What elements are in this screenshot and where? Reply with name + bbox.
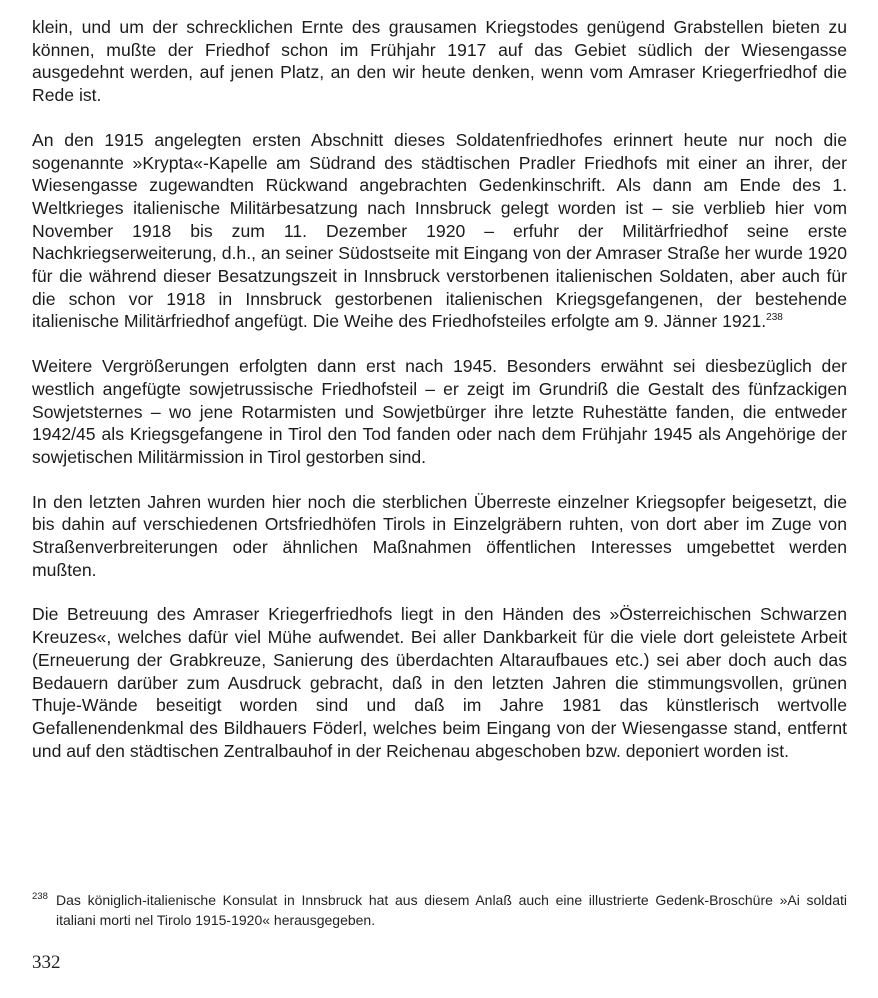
paragraph-5: Die Betreuung des Amraser Kriegerfriedhofs liegt in den Händen des »Österreichischen Schwarzen Kreuzes«, welches dafür viel Mühe aufwendet. Bei aller Dankbarkeit für die viele dort geleistete Arbeit (Erneuerung der Grabkreuze, Sanierung des überdachten Altaraufbaues etc.) sei aber doch auch das Bedauern darüber zum Ausdruck gebracht, daß in den letzten Jahren die stimmungsvollen, grünen Thuje-Wände beseitigt worden sind und daß im Jahre 1981 das künstlerisch wertvolle Gefallenendenkmal des Bildhauers Föderl, welches beim Eingang von der Wiesengasse stand, entfernt und auf den städtischen Zentralbauhof in der Reichenau abgeschoben bzw. deponiert worden ist. — [32, 604, 847, 761]
paragraph-1: klein, und um der schrecklichen Ernte des grausamen Kriegstodes genügend Grabstellen bieten zu können, mußte der Friedhof schon im Frühjahr 1917 auf das Gebiet südlich der Wiesengasse ausgedehnt werden, auf jenen Platz, an den wir heute denken, wenn vom Amraser Kriegerfriedhof die Rede ist. — [32, 17, 847, 106]
paragraph-3: Weitere Vergrößerungen erfolgten dann erst nach 1945. Besonders erwähnt sei diesbezüglich der westlich angefügte sowjetrussische Friedhofsteil – er zeigt im Grundriß die Gestalt des fünfzackigen Sowjetsternes – wo jene Rotarmisten und Sowjetbürger ihre letzte Ruhestätte fanden, die entweder 1942/45 als Kriegsgefangene in Tirol den Tod fanden oder nach dem Frühjahr 1945 als Angehörige der sowjetischen Militärmission in Tirol gestorben sind. — [32, 356, 847, 467]
paragraph-2-text: An den 1915 angelegten ersten Abschnitt dieses Soldatenfriedhofes erinnert heute nur noch die sogenannte »Krypta«-Kapelle am Südrand des städtischen Pradler Friedhofs mit einer an ihrer, der Wiesengasse zugewandten Rückwand angebrachten Gedenkinschrift. Als dann am Ende des 1. Weltkrieges italienische Militärbesatzung nach Innsbruck gelegt worden ist – sie verblieb hier vom November 1918 bis zum 11. Dezember 1920 – erfuhr der Militärfriedhof seine erste Nachkriegserweiterung, d.h., an seiner Südostseite mit Eingang von der Amraser Straße her wurde 1920 für die während dieser Besatzungszeit in Innsbruck verstorbenen italienischen Soldaten, aber auch für die schon vor 1918 in Innsbruck gestorbenen italienischen Kriegsgefangenen, der bestehende italienische Militärfriedhof angefügt. Die Weihe des Friedhofsteiles erfolgte am 9. Jänner 1921. — [32, 129, 847, 332]
footnote-text: Das königlich-italienische Konsulat in Innsbruck hat aus diesem Anlaß auch eine illustrierte Gedenk-Broschüre »Ai soldati italiani morti nel Tirolo 1915-1920« herausgegeben. — [56, 892, 847, 928]
paragraph-2 — [32, 129, 847, 333]
footnote-reference[interactable]: 238 — [766, 312, 783, 324]
footnote-marker: 238 — [32, 891, 48, 902]
paragraph-4: In den letzten Jahren wurden hier noch die sterblichen Überreste einzelner Kriegsopfer beigesetzt, die bis dahin auf verschiedenen Ortsfriedhöfen Tirols in Einzelgräbern ruhten, von dort aber im Zuge von Straßenverbreiterungen oder ähnlichen Maßnahmen öffentlichen Interesses umgebettet werden mußten. — [32, 491, 847, 580]
document-body — [32, 16, 847, 784]
footnote — [32, 890, 847, 930]
page-number: 332 — [32, 952, 61, 973]
